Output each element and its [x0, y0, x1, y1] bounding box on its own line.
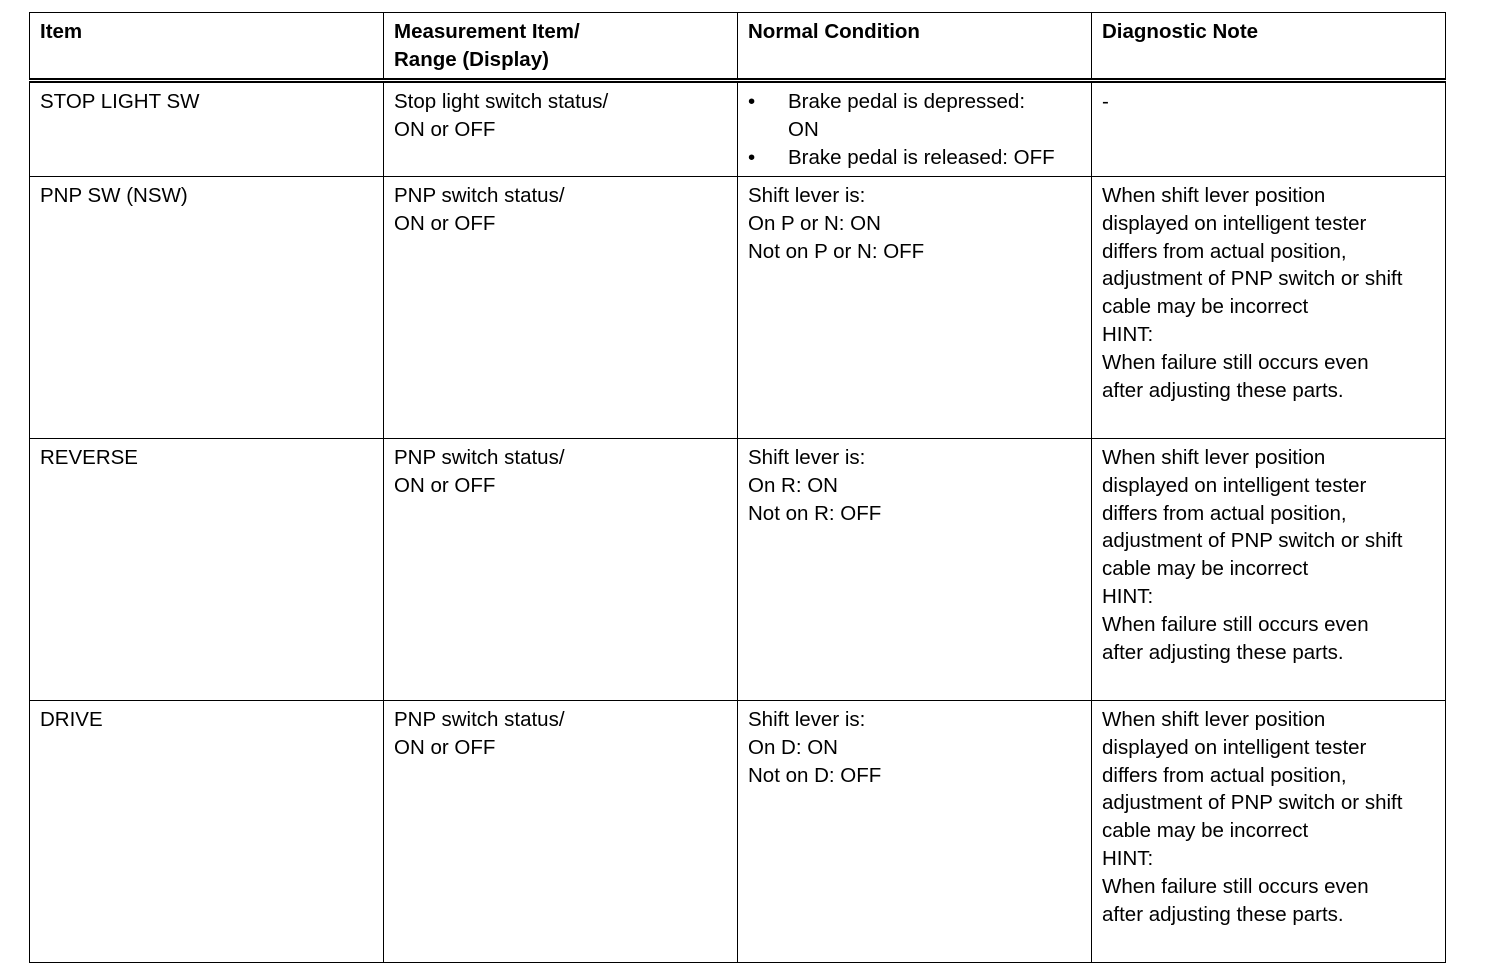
list-item: • Brake pedal is released: OFF	[748, 144, 1081, 172]
table-row	[30, 701, 1446, 963]
header-diagnostic-note: Diagnostic Note	[1092, 13, 1446, 81]
normal-condition-cell: Shift lever is: On D: ON Not on D: OFF	[738, 701, 1092, 963]
header-normal-condition: Normal Condition	[738, 13, 1092, 81]
normal-condition-cell: Shift lever is: On P or N: ON Not on P or N: OFF	[738, 177, 1092, 439]
table-header-row	[30, 13, 1446, 81]
table-row	[30, 439, 1446, 701]
diagnostic-note-cell: -	[1092, 81, 1446, 177]
header-measurement: Measurement Item/ Range (Display)	[384, 13, 738, 81]
measurement-cell: PNP switch status/ ON or OFF	[384, 439, 738, 701]
item-cell: STOP LIGHT SW	[30, 81, 384, 177]
header-item: Item	[30, 13, 384, 81]
normal-condition-cell	[738, 81, 1092, 177]
bullet: •	[748, 90, 756, 113]
table-row	[30, 81, 1446, 177]
diagnostic-note-cell: When shift lever position displayed on intelligent tester differs from actual position, adjustment of PNP switch or shift cable may be incorrect HINT: When failure still occurs even after adjusting these parts.	[1092, 701, 1446, 963]
normal-condition-list	[748, 88, 1081, 171]
bullet: •	[748, 145, 756, 169]
diagnostic-table	[29, 12, 1446, 963]
measurement-cell: Stop light switch status/ ON or OFF	[384, 81, 738, 177]
normal-condition-cell: Shift lever is: On R: ON Not on R: OFF	[738, 439, 1092, 701]
diagnostic-note-cell: When shift lever position displayed on intelligent tester differs from actual position, adjustment of PNP switch or shift cable may be incorrect HINT: When failure still occurs even after adjusting these parts.	[1092, 439, 1446, 701]
item-cell: PNP SW (NSW)	[30, 177, 384, 439]
measurement-cell: PNP switch status/ ON or OFF	[384, 177, 738, 439]
diagnostic-note-cell: When shift lever position displayed on intelligent tester differs from actual position, adjustment of PNP switch or shift cable may be incorrect HINT: When failure still occurs even after adjusting these parts.	[1092, 177, 1446, 439]
item-cell: DRIVE	[30, 701, 384, 963]
item-cell: REVERSE	[30, 439, 384, 701]
measurement-cell: PNP switch status/ ON or OFF	[384, 701, 738, 963]
table-row	[30, 177, 1446, 439]
list-item: • Brake pedal is depressed: ON	[748, 90, 1026, 141]
